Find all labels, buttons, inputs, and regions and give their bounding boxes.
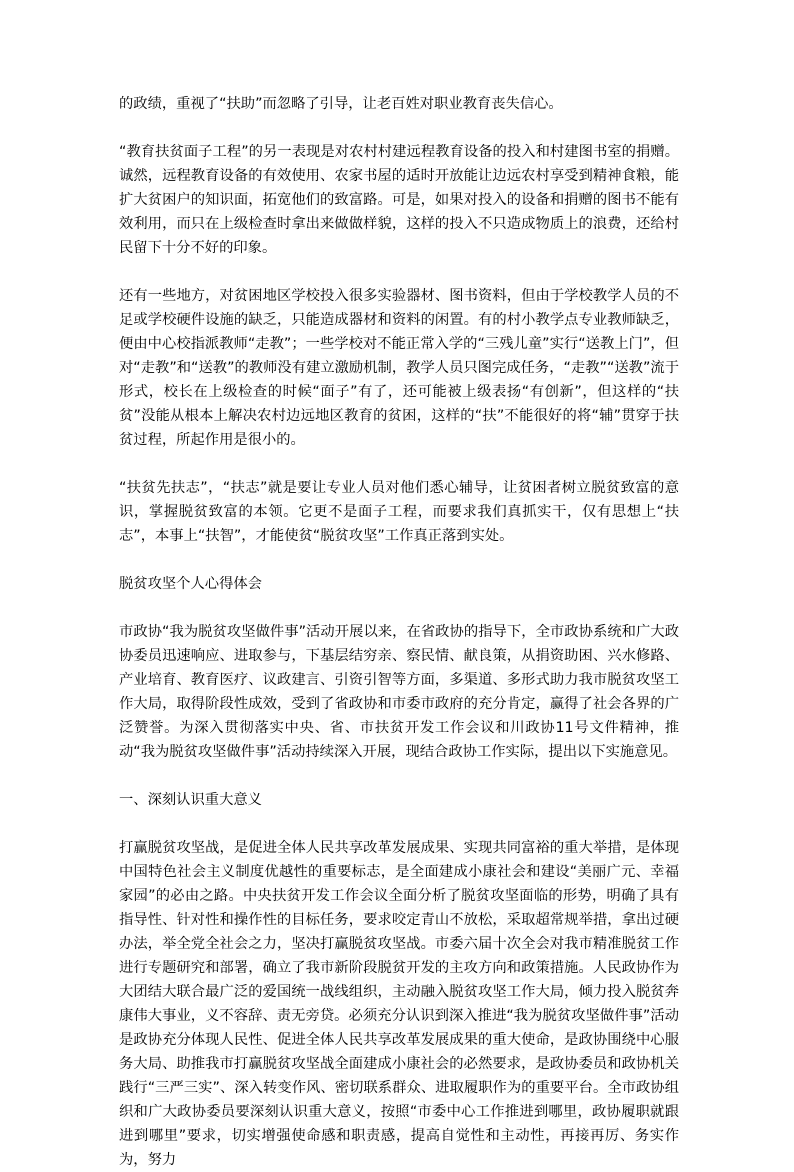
- paragraph-cppcc-activity: 市政协“我为脱贫攻坚做件事”活动开展以来，在省政协的指导下，全市政协系统和广大政协委员迅速响应、进取参与，下基层结穷亲、察民情、献良策，从捐资助困、兴水修路、产业培育、教育医疗、议政建言、引资引智等方面，多渠道、多形式助力我市脱贫攻坚工作大局，取得阶段性成效，受到了省政协和市委市政府的充分肯定，赢得了社会各界的广泛赞誉。为深入贯彻落实中央、省、市扶贫开发工作会议和川政协11号文件精神，推动“我为脱贫攻坚做件事”活动持续深入开展，现结合政协工作实际，提出以下实施意见。: [119, 624, 679, 760]
- paragraph-remote-education: “教育扶贫面子工程”的另一表现是对农村村建远程教育设备的投入和村建图书室的捐赠。诚然，远程教育设备的有效使用、农家书屋的适时开放能让边远农村享受到精神食粮，能扩大贫困户的知识面，拓宽他们的致富路。可是，如果对投入的设备和捐赠的图书不能有效利用，而只在上级检查时拿出来做做样貌，这样的投入不只造成物质上的浪费，还给村民留下十分不好的印象。: [119, 144, 679, 256]
- section-heading-significance: 一、深刻认识重大意义: [119, 792, 262, 808]
- paragraph-significance: 打赢脱贫攻坚战，是促进全体人民共享改革发展成果、实现共同富裕的重大举措，是体现中国特色社会主义制度优越性的重要标志，是全面建成小康社会和建设“美丽广元、幸福家园”的必由之路。中央扶贫开发工作会议全面分析了脱贫攻坚面临的形势，明确了具有指导性、针对性和操作性的目标任务，要求咬定青山不放松，采取超常规举措，拿出过硬办法，举全党全社会之力，坚决打赢脱贫攻坚战。市委六届十次全会对我市精准脱贫工作进行专题研究和部署，确立了我市新阶段脱贫开发的主攻方向和政策措施。人民政协作为大团结大联合最广泛的爱国统一战线组织，主动融入脱贫攻坚工作大局，倾力投入脱贫奔康伟大事业，义不容辞、责无旁贷。必须充分认识到深入推进“我为脱贫攻坚做件事”活动是政协充分体现人民性、促进全体人民共享改革发展成果的重大使命，是政协围绕中心服务大局、助推我市打赢脱贫攻坚战全面建成小康社会的必然要求，是政协委员和政协机关践行“三严三实”、深入转变作风、密切联系群众、进取履职作为的重要平台。全市政协组织和广大政协委员要深刻认识重大意义，按照“市委中心工作推进到哪里，政协履职就跟进到哪里”要求，切实增强使命感和职责感，提高自觉性和主动性，再接再厉、务实作为，努力: [119, 840, 679, 1168]
- paragraph-intro-continuation: 的政绩，重视了“扶助”而忽略了引导，让老百姓对职业教育丧失信心。: [119, 96, 563, 112]
- paragraph-aspiration-support: “扶贫先扶志”，“扶志”就是要让专业人员对他们悉心辅导，让贫困者树立脱贫致富的意识，掌握脱贫致富的本领。它更不是面子工程，而要求我们真抓实干，仅有思想上“扶志”，本事上“扶智”，才能使贫“脱贫攻坚”工作真正落到实处。: [119, 480, 679, 544]
- document-page: [119, 92, 679, 1172]
- section-title: 脱贫攻坚个人心得体会: [119, 576, 262, 592]
- paragraph-school-resources: 还有一些地方，对贫困地区学校投入很多实验器材、图书资料，但由于学校教学人员的不足或学校硬件设施的缺乏，只能造成器材和资料的闲置。有的村小教学点专业教师缺乏，便由中心校指派教师“走教”；一些学校对不能正常入学的“三残儿童”实行“送教上门”，但对“走教”和“送教”的教师没有建立激励机制，教学人员只图完成任务，“走教”“送教”流于形式，校长在上级检查的时候“面子”有了，还可能被上级表扬“有创新”，但这样的“扶贫”没能从根本上解决农村边远地区教育的贫困，这样的“扶”不能很好的将“辅”贯穿于扶贫过程，所起作用是很小的。: [119, 288, 679, 448]
